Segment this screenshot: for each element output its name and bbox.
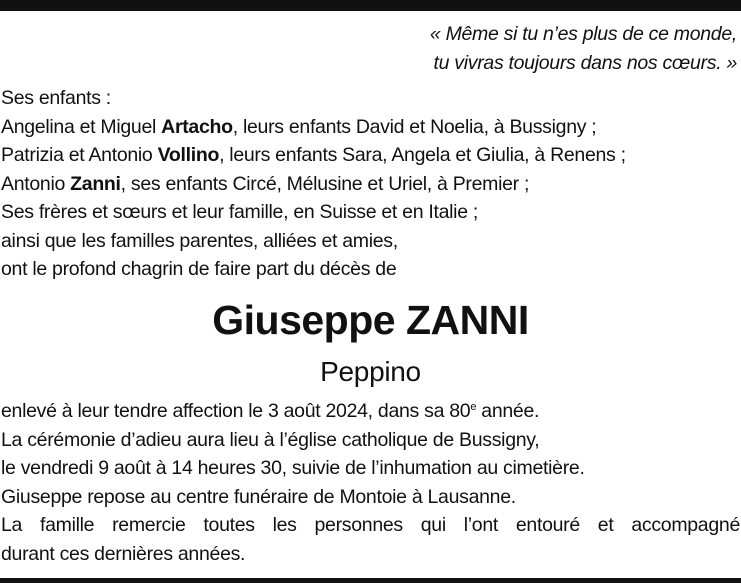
resting-place: Giuseppe repose au centre funéraire de Montoie à Lausanne.	[1, 485, 516, 508]
entry-surname: Zanni	[70, 172, 121, 195]
family-entry-zanni	[1, 170, 626, 199]
ceremony-date: le vendredi 9 août à 14 heures 30, suivie de l’inhumation au cimetière.	[1, 457, 585, 479]
ceremony-location: La cérémonie d’adieu aura lieu à l’église catholique de Bussigny,	[1, 428, 540, 451]
ordinal-suffix: e	[470, 401, 477, 413]
thanks-line-2: durant ces dernières années.	[1, 542, 246, 565]
family-intro: Ses enfants :	[1, 87, 111, 109]
epigraph-line-1: « Même si tu n’es plus de ce monde,	[429, 23, 737, 45]
epigraph-line-2: tu vivras toujours dans nos cœurs. »	[433, 52, 737, 74]
family-list	[1, 84, 626, 284]
entry-rest: , ses enfants Circé, Mélusine et Uriel, à Premier ;	[120, 172, 530, 195]
family-announcement: ont le profond chagrin de faire part du décès de	[1, 258, 397, 280]
deceased-nickname: Peppino	[320, 356, 421, 387]
entry-prefix: Patrizia et Antonio	[1, 144, 158, 166]
family-relatives: ainsi que les familles parentes, alliées et amies,	[1, 229, 398, 252]
entry-rest: , leurs enfants David et Noelia, à Bussigny ;	[232, 115, 597, 138]
entry-surname: Artacho	[161, 115, 233, 138]
death-text-before: enlevé à leur tendre affection le 3 août 2024, dans sa 80	[1, 400, 471, 422]
deceased-name: Giuseppe ZANNI	[212, 297, 529, 343]
entry-surname: Vollino	[157, 144, 220, 166]
funeral-details	[1, 397, 740, 568]
entry-rest: , leurs enfants Sara, Angela et Giulia, à Renens ;	[219, 144, 626, 166]
bottom-border-rule	[0, 578, 741, 583]
epigraph-quote	[430, 20, 737, 78]
thanks-line-1: La famille remercie toutes les personnes qui l’ont entouré et accompagné	[1, 514, 740, 536]
entry-prefix: Angelina et Miguel	[1, 115, 162, 138]
family-entry-artacho	[1, 113, 626, 142]
entry-prefix: Antonio	[1, 172, 71, 195]
family-entry-vollino	[1, 141, 626, 170]
death-text-after: année.	[476, 400, 540, 422]
top-border-rule	[0, 0, 741, 11]
family-siblings: Ses frères et sœurs et leur famille, en Suisse et en Italie ;	[1, 201, 478, 223]
death-notice	[1, 397, 740, 426]
